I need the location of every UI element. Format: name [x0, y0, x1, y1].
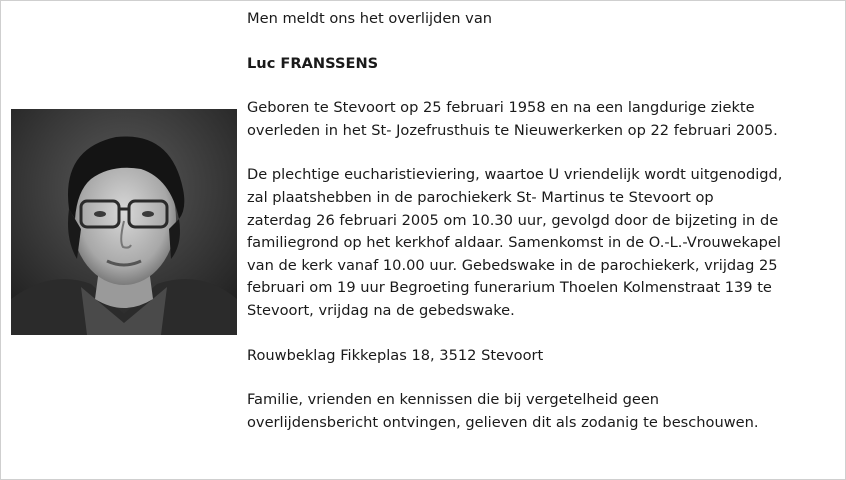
paragraph-line: van de kerk vanaf 10.00 uur. Gebedswake in de parochiekerk, vrijdag 25	[247, 256, 778, 274]
paragraph-line: familiegrond op het kerkhof aldaar. Samenkomst in de O.-L.-Vrouwekapel	[247, 234, 781, 252]
paragraph-line: overlijdensbericht ontvingen, gelieven dit als zodanig te beschouwen.	[247, 413, 759, 431]
portrait-photo-icon	[11, 109, 237, 335]
service-paragraph	[247, 164, 837, 322]
obituary-text	[247, 8, 837, 434]
paragraph-line: De plechtige eucharistieviering, waartoe U vriendelijk wordt uitgenodigd,	[247, 166, 783, 184]
deceased-name: Luc FRANSSENS	[247, 54, 379, 72]
condolence-address: Rouwbeklag Fikkeplas 18, 3512 Stevoort	[247, 346, 544, 364]
intro-line: Men meldt ons het overlijden van	[247, 10, 493, 27]
paragraph-line: zal plaatshebben in de parochiekerk St- Martinus te Stevoort op	[247, 188, 714, 206]
paragraph-line: Familie, vrienden en kennissen die bij vergetelheid geen	[247, 391, 660, 409]
paragraph-line: Stevoort, vrijdag na de gebedswake.	[247, 301, 515, 319]
paragraph-line: Geboren te Stevoort op 25 februari 1958 en na een langdurige ziekte	[247, 99, 755, 117]
paragraph-line: zaterdag 26 februari 2005 om 10.30 uur, gevolgd door de bijzeting in de	[247, 211, 779, 229]
closing-paragraph	[247, 389, 837, 434]
paragraph-line: overleden in het St- Jozefrusthuis te Nieuwerkerken op 22 februari 2005.	[247, 121, 778, 139]
paragraph-line: februari om 19 uur Begroeting funerarium Thoelen Kolmenstraat 139 te	[247, 279, 772, 297]
birth-paragraph	[247, 97, 837, 142]
